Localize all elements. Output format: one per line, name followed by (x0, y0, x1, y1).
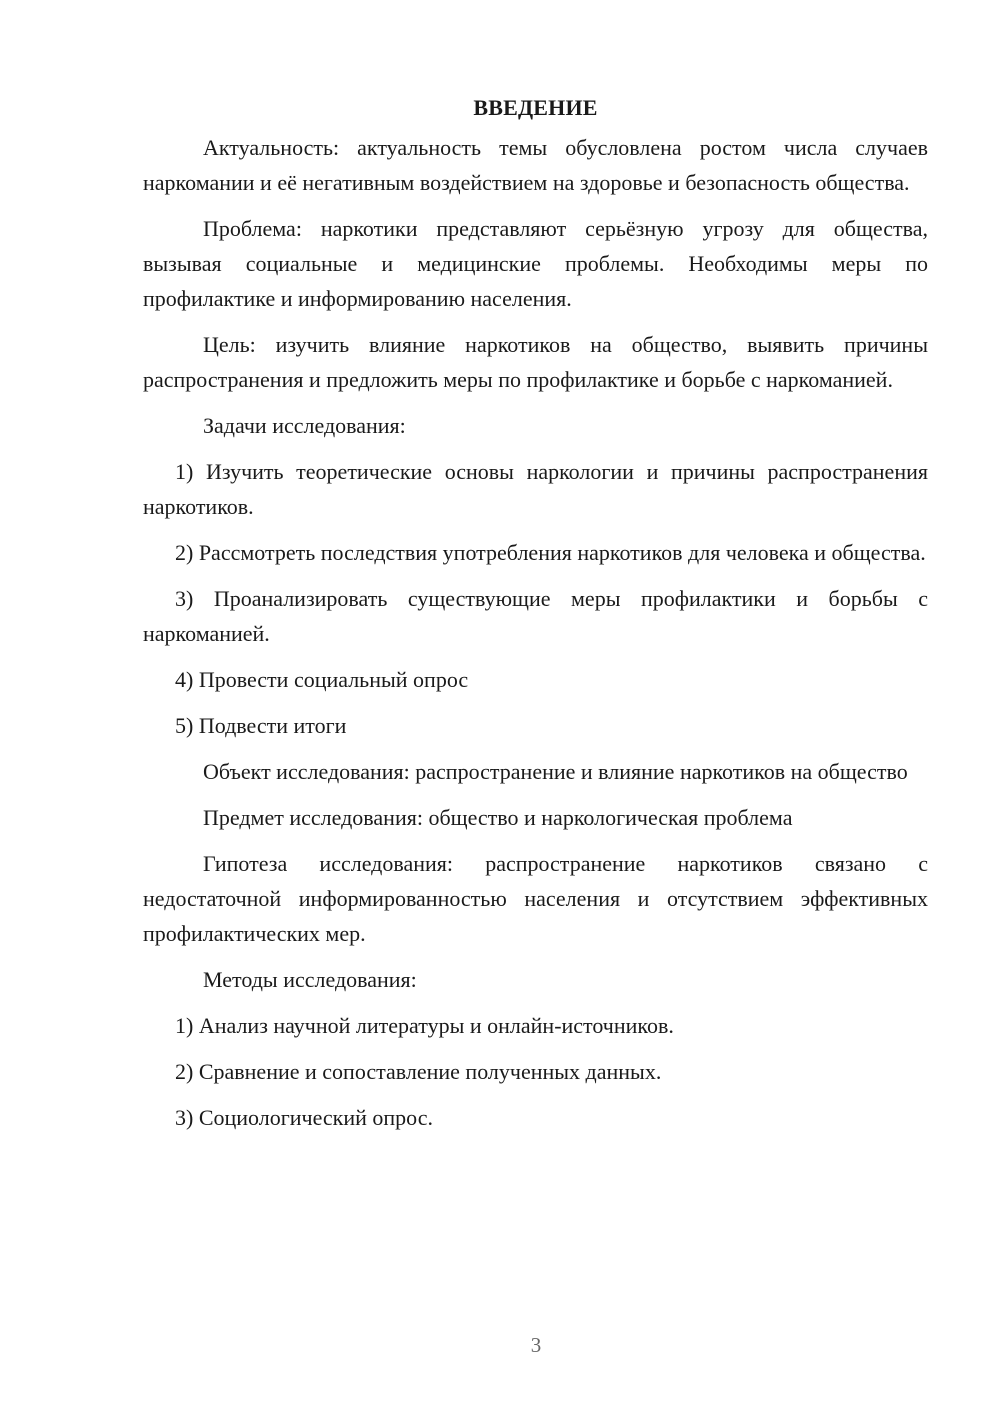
hypothesis-paragraph: Гипотеза исследования: распространение наркотиков связано с недостаточной информированностью населения и отсутствием эффективных профилактических мер. (143, 851, 928, 946)
object-paragraph: Объект исследования: распространение и влияние наркотиков на общество (203, 759, 908, 784)
task-item: 5) Подвести итоги (175, 713, 347, 738)
task-item: 3) Проанализировать существующие меры профилактики и борьбы с наркоманией. (143, 586, 928, 646)
relevance-paragraph: Актуальность: актуальность темы обусловлена ростом числа случаев наркомании и её негативным воздействием на здоровье и безопасность общества. (143, 135, 928, 195)
tasks-heading: Задачи исследования: (203, 413, 406, 438)
goal-paragraph: Цель: изучить влияние наркотиков на общество, выявить причины распространения и предложить меры по профилактике и борьбе с наркоманией. (143, 332, 928, 392)
task-item: 2) Рассмотреть последствия употребления наркотиков для человека и общества. (175, 540, 926, 565)
subject-paragraph: Предмет исследования: общество и наркологическая проблема (203, 805, 793, 830)
document-page (143, 90, 928, 1146)
method-item: 2) Сравнение и сопоставление полученных данных. (175, 1059, 662, 1084)
method-item: 3) Социологический опрос. (175, 1105, 433, 1130)
problem-paragraph: Проблема: наркотики представляют серьёзную угрозу для общества, вызывая социальные и медицинские проблемы. Необходимы меры по профилактике и информированию населения. (143, 216, 928, 311)
method-item: 1) Анализ научной литературы и онлайн-источников. (175, 1013, 674, 1038)
task-item: 4) Провести социальный опрос (175, 667, 469, 692)
task-item: 1) Изучить теоретические основы наркологии и причины распространения наркотиков. (143, 459, 928, 519)
methods-heading: Методы исследования: (203, 967, 417, 992)
section-title: ВВЕДЕНИЕ (473, 95, 598, 120)
page-number: 3 (530, 1333, 542, 1357)
